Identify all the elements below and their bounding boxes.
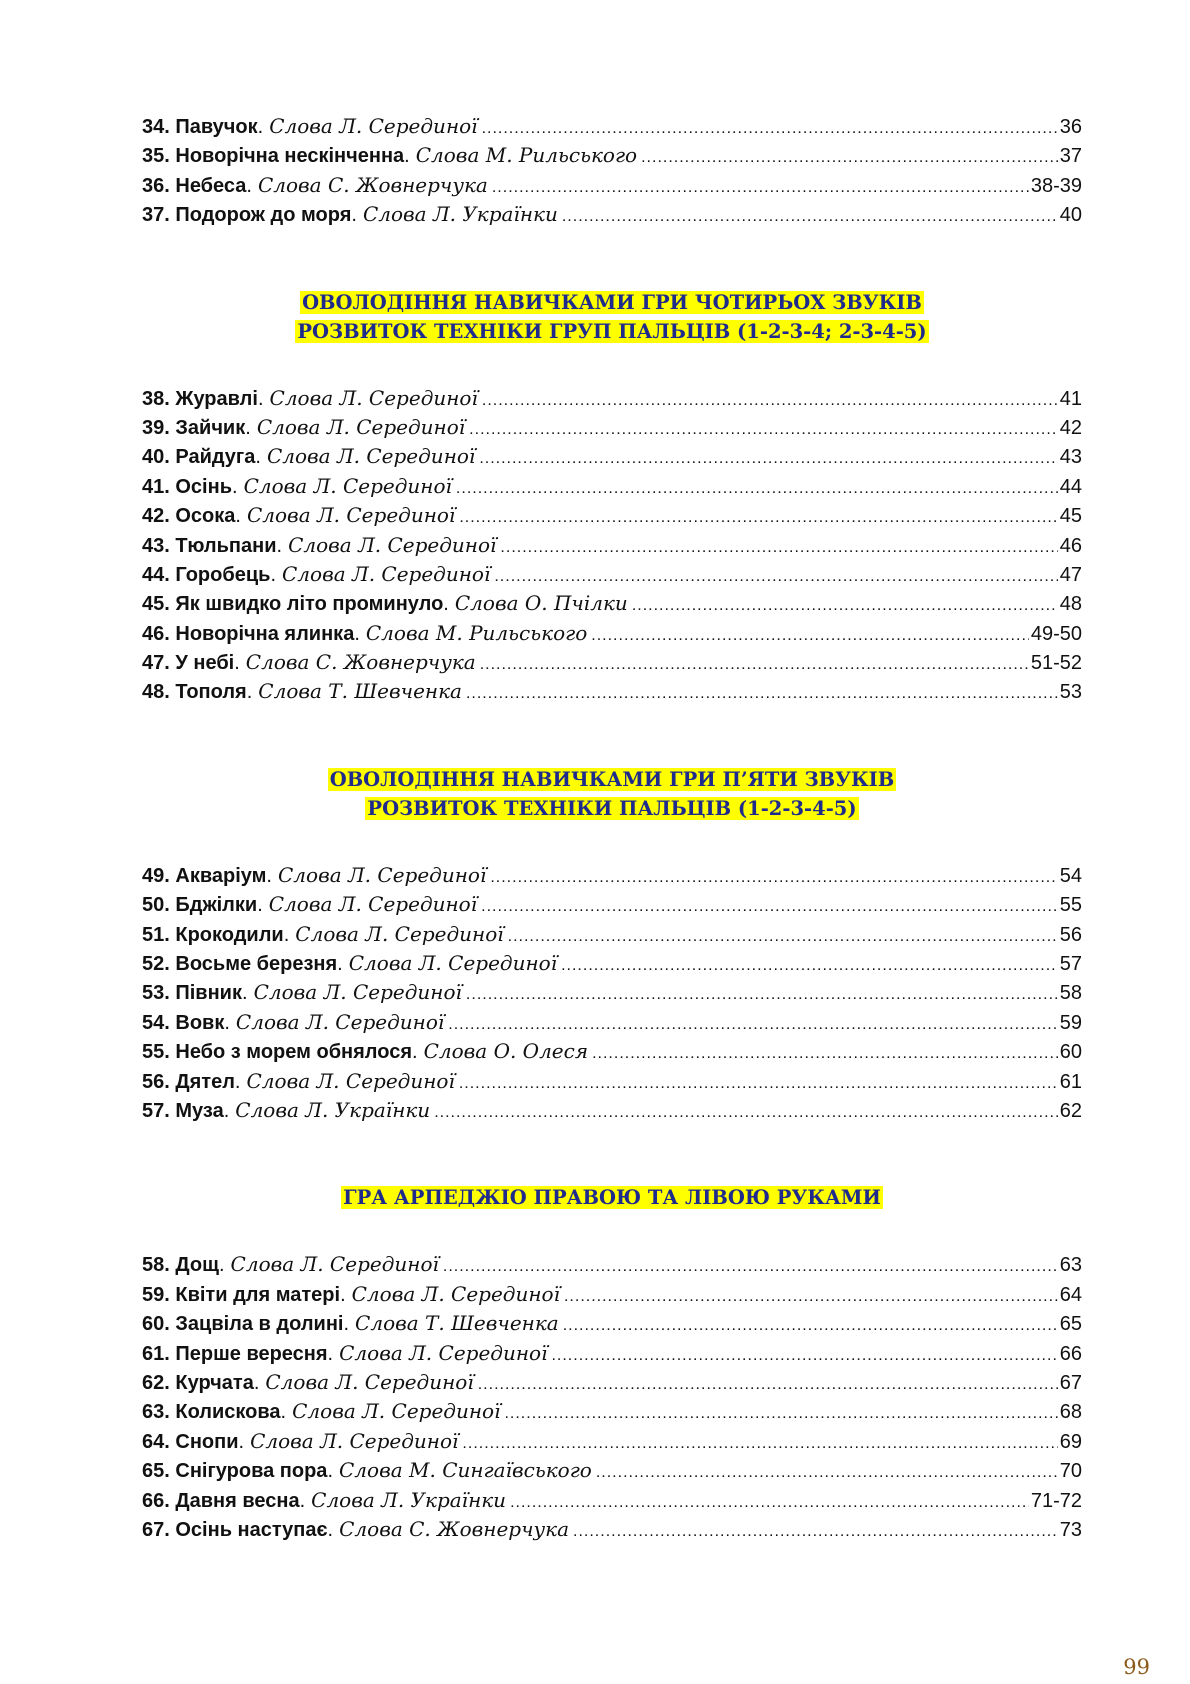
entry-page: 42 bbox=[1059, 416, 1082, 439]
entry-separator: . bbox=[351, 204, 357, 227]
entry-separator: . bbox=[327, 1460, 333, 1483]
entry-page: 68 bbox=[1059, 1401, 1082, 1424]
dot-leader bbox=[434, 1098, 1058, 1127]
entry-author: Слова М. Рильського bbox=[365, 620, 588, 645]
dot-leader bbox=[479, 444, 1057, 473]
entry-page: 56 bbox=[1059, 923, 1082, 946]
toc-entry[interactable] bbox=[142, 1250, 1082, 1279]
entry-separator: . bbox=[266, 864, 272, 887]
dot-leader bbox=[591, 621, 1029, 650]
entry-number: 45. bbox=[142, 593, 170, 616]
dot-leader bbox=[482, 114, 1058, 143]
dot-leader bbox=[500, 533, 1057, 562]
toc-entry[interactable] bbox=[142, 501, 1082, 530]
dot-leader bbox=[480, 650, 1029, 679]
section-heading-line: ОВОЛОДІННЯ НАВИЧКАМИ ГРИ П’ЯТИ ЗВУКІВ bbox=[329, 767, 895, 791]
dot-leader bbox=[478, 1370, 1058, 1399]
entry-separator: . bbox=[238, 1430, 245, 1453]
section-heading-line: ОВОЛОДІННЯ НАВИЧКАМИ ГРИ ЧОТИРЬОХ ЗВУКІВ bbox=[302, 290, 922, 314]
entry-title: Осінь наступає bbox=[175, 1518, 328, 1541]
toc-entry[interactable] bbox=[142, 442, 1082, 471]
toc-entry[interactable] bbox=[142, 141, 1082, 170]
toc-entry[interactable] bbox=[142, 1096, 1082, 1125]
entry-title: Колискова bbox=[175, 1401, 281, 1424]
entry-number: 36. bbox=[142, 174, 170, 197]
entry-author: Слова Л. Серединої bbox=[230, 1252, 439, 1277]
dot-leader bbox=[490, 863, 1057, 892]
entry-page: 40 bbox=[1059, 204, 1082, 227]
entry-title: Подорож до моря bbox=[175, 204, 352, 227]
entry-page: 55 bbox=[1059, 894, 1082, 917]
entry-separator: . bbox=[234, 1070, 241, 1093]
toc-entry[interactable] bbox=[142, 1067, 1082, 1096]
toc-entry[interactable] bbox=[142, 171, 1082, 200]
entry-number: 38. bbox=[142, 387, 170, 410]
entry-number: 35. bbox=[142, 145, 170, 168]
entry-page: 73 bbox=[1059, 1518, 1082, 1541]
entry-separator: . bbox=[253, 1371, 260, 1394]
toc-entry[interactable] bbox=[142, 589, 1082, 618]
entry-author: Слова Л. Серединої bbox=[277, 862, 487, 887]
dot-leader bbox=[466, 980, 1058, 1009]
entry-author: Слова С. Жовнерчука bbox=[245, 650, 476, 675]
entry-title: Павучок bbox=[175, 116, 258, 138]
entry-number: 47. bbox=[142, 652, 170, 675]
entry-author: Слова Л. Серединої bbox=[339, 1340, 548, 1365]
toc-entry[interactable] bbox=[142, 1456, 1082, 1485]
section-heading bbox=[142, 1183, 1082, 1212]
entry-separator: . bbox=[443, 593, 449, 616]
entry-title: Дятел bbox=[175, 1070, 235, 1093]
toc-entry[interactable] bbox=[142, 619, 1082, 648]
toc-section bbox=[142, 112, 1082, 230]
entry-title: Осінь bbox=[175, 475, 232, 498]
entry-title: Снопи bbox=[175, 1430, 239, 1453]
table-of-contents bbox=[142, 112, 1082, 1544]
entry-separator: . bbox=[354, 622, 360, 645]
toc-entry[interactable] bbox=[142, 472, 1082, 501]
entry-separator: . bbox=[343, 1313, 350, 1336]
toc-section bbox=[142, 707, 1082, 1126]
entry-number: 62. bbox=[142, 1371, 170, 1394]
dot-leader bbox=[510, 1488, 1029, 1517]
entry-author: Слова Л. Серединої bbox=[266, 444, 476, 469]
entry-separator: . bbox=[327, 1342, 334, 1365]
toc-entry[interactable] bbox=[142, 1037, 1082, 1066]
entry-number: 51. bbox=[142, 923, 170, 946]
entry-separator: . bbox=[224, 1011, 230, 1034]
entry-title: Осока bbox=[175, 505, 236, 528]
entry-separator: . bbox=[283, 923, 290, 946]
entry-separator: . bbox=[270, 563, 276, 586]
entry-number: 63. bbox=[142, 1401, 170, 1424]
entry-author: Слова М. Рильського bbox=[415, 143, 638, 168]
entry-title: У небі bbox=[175, 652, 235, 675]
entry-author: Слова Л. Серединої bbox=[268, 892, 478, 917]
entry-title: Акваріум bbox=[175, 864, 267, 887]
entry-number: 58. bbox=[142, 1254, 170, 1277]
entry-title: Райдуга bbox=[175, 446, 256, 469]
entry-number: 40. bbox=[142, 446, 170, 469]
entry-author: Слова Л. Серединої bbox=[295, 921, 504, 946]
entry-title: Муза bbox=[175, 1099, 224, 1122]
dot-leader bbox=[641, 143, 1058, 172]
entry-title: Снігурова пора bbox=[175, 1460, 328, 1483]
entry-page: 53 bbox=[1059, 681, 1082, 704]
entry-separator: . bbox=[404, 145, 410, 168]
dot-leader bbox=[504, 1399, 1057, 1428]
entry-page: 65 bbox=[1059, 1313, 1082, 1336]
entry-title: Квіти для матері bbox=[175, 1283, 341, 1306]
entry-number: 56. bbox=[142, 1070, 170, 1093]
entry-separator: . bbox=[218, 1254, 225, 1277]
entry-number: 46. bbox=[142, 622, 170, 645]
entry-title: Зацвіла в долині bbox=[175, 1313, 344, 1336]
dot-leader bbox=[459, 503, 1057, 532]
dot-leader bbox=[592, 1039, 1058, 1068]
entry-author: Слова С. Жовнерчука bbox=[257, 172, 488, 197]
entry-page: 48 bbox=[1059, 593, 1082, 616]
dot-leader bbox=[563, 1311, 1058, 1340]
entry-author: Слова О. Олеся bbox=[423, 1039, 589, 1064]
entry-author: Слова Л. Серединої bbox=[243, 473, 452, 498]
entry-author: Слова Л. Серединої bbox=[235, 1009, 445, 1034]
entry-page: 70 bbox=[1059, 1460, 1082, 1483]
entry-page: 51-52 bbox=[1030, 652, 1082, 675]
toc-entry[interactable] bbox=[142, 1339, 1082, 1368]
entry-author: Слова Л. Серединої bbox=[265, 1369, 474, 1394]
toc-entry[interactable] bbox=[142, 861, 1082, 890]
entry-title: Горобець bbox=[175, 563, 271, 586]
toc-entry[interactable] bbox=[142, 1397, 1082, 1426]
dot-leader bbox=[508, 922, 1058, 951]
toc-entry[interactable] bbox=[142, 978, 1082, 1007]
entry-author: Слова Л. Серединої bbox=[292, 1399, 501, 1424]
entry-title: Небо з морем обнялося bbox=[175, 1041, 412, 1064]
entry-title: Тюльпани bbox=[175, 534, 277, 557]
toc-entry[interactable] bbox=[142, 920, 1082, 949]
entry-number: 57. bbox=[142, 1099, 170, 1122]
toc-entry[interactable] bbox=[142, 531, 1082, 560]
entry-page: 38-39 bbox=[1030, 174, 1082, 197]
entry-separator: . bbox=[246, 174, 252, 197]
entry-title: Новорічна нескінченна bbox=[175, 145, 405, 168]
toc-entry[interactable] bbox=[142, 890, 1082, 919]
entry-author: Слова Л. Серединої bbox=[269, 114, 478, 138]
entry-number: 54. bbox=[142, 1011, 170, 1034]
toc-entry[interactable] bbox=[142, 1427, 1082, 1456]
entry-page: 46 bbox=[1059, 534, 1082, 557]
entry-author: Слова Л. Українки bbox=[235, 1097, 431, 1122]
entry-page: 59 bbox=[1059, 1011, 1082, 1034]
entry-number: 64. bbox=[142, 1430, 170, 1453]
section-heading bbox=[142, 765, 1082, 823]
page-number: 99 bbox=[1123, 1655, 1150, 1679]
entry-separator: . bbox=[257, 116, 264, 138]
toc-entry[interactable] bbox=[142, 1280, 1082, 1309]
entry-page: 69 bbox=[1059, 1430, 1082, 1453]
entry-page: 63 bbox=[1059, 1254, 1082, 1277]
entry-author: Слова М. Сингаївського bbox=[339, 1458, 592, 1483]
entry-author: Слова С. Жовнерчука bbox=[339, 1516, 570, 1541]
entry-author: Слова Л. Серединої bbox=[288, 532, 497, 557]
entry-page: 61 bbox=[1059, 1070, 1082, 1093]
entry-title: Курчата bbox=[175, 1371, 254, 1394]
section-heading-line: ГРА АРПЕДЖІО ПРАВОЮ ТА ЛІВОЮ РУКАМИ bbox=[343, 1186, 881, 1210]
entry-separator: . bbox=[327, 1518, 334, 1541]
entry-separator: . bbox=[234, 652, 240, 675]
entry-page: 47 bbox=[1059, 563, 1082, 586]
toc-entry[interactable] bbox=[142, 1368, 1082, 1397]
entry-number: 59. bbox=[142, 1283, 170, 1306]
entry-number: 49. bbox=[142, 864, 170, 887]
entry-number: 34. bbox=[142, 116, 170, 138]
entry-number: 55. bbox=[142, 1041, 170, 1064]
entry-page: 36 bbox=[1059, 116, 1082, 138]
entry-number: 39. bbox=[142, 416, 170, 439]
entry-title: Журавлі bbox=[175, 387, 258, 410]
entry-page: 49-50 bbox=[1030, 622, 1082, 645]
dot-leader bbox=[459, 1069, 1058, 1098]
section-heading-line: РОЗВИТОК ТЕХНІКИ ГРУП ПАЛЬЦІВ (1-2-3-4; 2-3-4-5) bbox=[297, 319, 927, 343]
entry-page: 64 bbox=[1059, 1283, 1082, 1306]
toc-entry[interactable] bbox=[142, 1515, 1082, 1544]
dot-leader bbox=[443, 1252, 1058, 1281]
entry-number: 53. bbox=[142, 982, 170, 1005]
entry-number: 42. bbox=[142, 505, 170, 528]
toc-entry[interactable] bbox=[142, 560, 1082, 589]
entry-number: 44. bbox=[142, 563, 170, 586]
entry-number: 50. bbox=[142, 894, 170, 917]
toc-entry[interactable] bbox=[142, 384, 1082, 413]
dot-leader bbox=[462, 1429, 1057, 1458]
entry-author: Слова Л. Серединої bbox=[250, 1428, 459, 1453]
entry-separator: . bbox=[235, 505, 241, 528]
entry-number: 41. bbox=[142, 475, 170, 498]
toc-section bbox=[142, 1125, 1082, 1544]
entry-title: Новорічна ялинка bbox=[175, 622, 355, 645]
entry-author: Слова Л. Серединої bbox=[253, 980, 462, 1005]
entry-page: 54 bbox=[1059, 864, 1082, 887]
entry-page: 60 bbox=[1059, 1041, 1082, 1064]
entry-author: Слова Л. Українки bbox=[362, 202, 558, 227]
entry-separator: . bbox=[246, 681, 253, 704]
entry-author: Слова Л. Серединої bbox=[351, 1281, 560, 1306]
dot-leader bbox=[632, 591, 1058, 620]
dot-leader bbox=[573, 1517, 1058, 1546]
dot-leader bbox=[448, 1010, 1057, 1039]
entry-author: Слова Л. Серединої bbox=[269, 385, 478, 410]
entry-page: 57 bbox=[1059, 953, 1082, 976]
dot-leader bbox=[561, 951, 1058, 980]
entry-title: Бджілки bbox=[175, 894, 258, 917]
toc-entry[interactable] bbox=[142, 677, 1082, 706]
dot-leader bbox=[562, 202, 1058, 231]
dot-leader bbox=[596, 1458, 1058, 1487]
entry-separator: . bbox=[276, 534, 283, 557]
entry-number: 60. bbox=[142, 1313, 170, 1336]
entry-title: Тополя bbox=[175, 681, 247, 704]
entry-separator: . bbox=[245, 416, 251, 439]
entry-separator: . bbox=[257, 894, 263, 917]
entry-page: 41 bbox=[1059, 387, 1082, 410]
toc-entry[interactable] bbox=[142, 413, 1082, 442]
entry-page: 44 bbox=[1059, 475, 1082, 498]
entry-number: 61. bbox=[142, 1342, 170, 1365]
entry-author: Слова Л. Серединої bbox=[256, 414, 466, 439]
entry-separator: . bbox=[340, 1283, 346, 1306]
entry-page: 66 bbox=[1059, 1342, 1082, 1365]
dot-leader bbox=[551, 1341, 1057, 1370]
entry-title: Крокодили bbox=[175, 923, 284, 946]
entry-number: 43. bbox=[142, 534, 170, 557]
entry-title: Дощ bbox=[175, 1254, 219, 1277]
entry-separator: . bbox=[232, 475, 238, 498]
toc-entry[interactable] bbox=[142, 200, 1082, 229]
entry-author: Слова Л. Українки bbox=[311, 1487, 507, 1512]
entry-title: Як швидко літо проминуло bbox=[175, 593, 444, 616]
toc-entry[interactable] bbox=[142, 648, 1082, 677]
entry-author: Слова Т. Шевченка bbox=[355, 1311, 559, 1336]
dot-leader bbox=[481, 892, 1058, 921]
entry-title: Давня весна bbox=[175, 1489, 300, 1512]
entry-separator: . bbox=[255, 446, 261, 469]
entry-author: Слова Л. Серединої bbox=[246, 503, 456, 528]
entry-title: Зайчик bbox=[175, 416, 246, 439]
dot-leader bbox=[492, 173, 1029, 202]
entry-title: Небеса bbox=[175, 174, 247, 197]
toc-entry[interactable] bbox=[142, 1486, 1082, 1515]
dot-leader bbox=[469, 415, 1058, 444]
entry-number: 65. bbox=[142, 1460, 170, 1483]
entry-separator: . bbox=[412, 1041, 418, 1064]
entry-title: Перше вересня bbox=[175, 1342, 328, 1365]
entry-page: 45 bbox=[1059, 505, 1082, 528]
entry-page: 62 bbox=[1059, 1099, 1082, 1122]
entry-title: Вовк bbox=[175, 1011, 225, 1034]
entry-separator: . bbox=[223, 1099, 230, 1122]
toc-entry[interactable] bbox=[142, 949, 1082, 978]
entry-number: 66. bbox=[142, 1489, 170, 1512]
entry-number: 67. bbox=[142, 1518, 170, 1541]
entry-number: 37. bbox=[142, 204, 170, 227]
entry-author: Слова Л. Серединої bbox=[246, 1068, 455, 1093]
entry-separator: . bbox=[337, 953, 343, 976]
dot-leader bbox=[456, 474, 1058, 503]
entry-page: 71-72 bbox=[1030, 1489, 1082, 1512]
toc-entry[interactable] bbox=[142, 1008, 1082, 1037]
entry-number: 48. bbox=[142, 681, 170, 704]
entry-separator: . bbox=[299, 1489, 306, 1512]
dot-leader bbox=[466, 679, 1058, 708]
toc-entry[interactable] bbox=[142, 1309, 1082, 1338]
entry-author: Слова О. Пчілки bbox=[454, 591, 628, 616]
entry-page: 43 bbox=[1059, 446, 1082, 469]
toc-section bbox=[142, 230, 1082, 707]
entry-author: Слова Л. Серединої bbox=[282, 561, 491, 586]
entry-page: 67 bbox=[1059, 1371, 1082, 1394]
entry-separator: . bbox=[257, 387, 264, 410]
entry-separator: . bbox=[242, 982, 248, 1005]
entry-author: Слова Т. Шевченка bbox=[258, 679, 462, 704]
dot-leader bbox=[482, 386, 1058, 415]
entry-title: Восьме березня bbox=[175, 953, 338, 976]
section-heading-line: РОЗВИТОК ТЕХНІКИ ПАЛЬЦІВ (1-2-3-4-5) bbox=[367, 796, 857, 820]
entry-page: 37 bbox=[1059, 145, 1082, 168]
entry-number: 52. bbox=[142, 953, 170, 976]
dot-leader bbox=[564, 1282, 1058, 1311]
dot-leader bbox=[494, 562, 1057, 591]
toc-entry[interactable] bbox=[142, 112, 1082, 141]
entry-title: Півник bbox=[175, 982, 242, 1005]
entry-page: 58 bbox=[1059, 982, 1082, 1005]
entry-author: Слова Л. Серединої bbox=[348, 951, 558, 976]
section-heading bbox=[142, 288, 1082, 346]
entry-separator: . bbox=[280, 1401, 287, 1424]
